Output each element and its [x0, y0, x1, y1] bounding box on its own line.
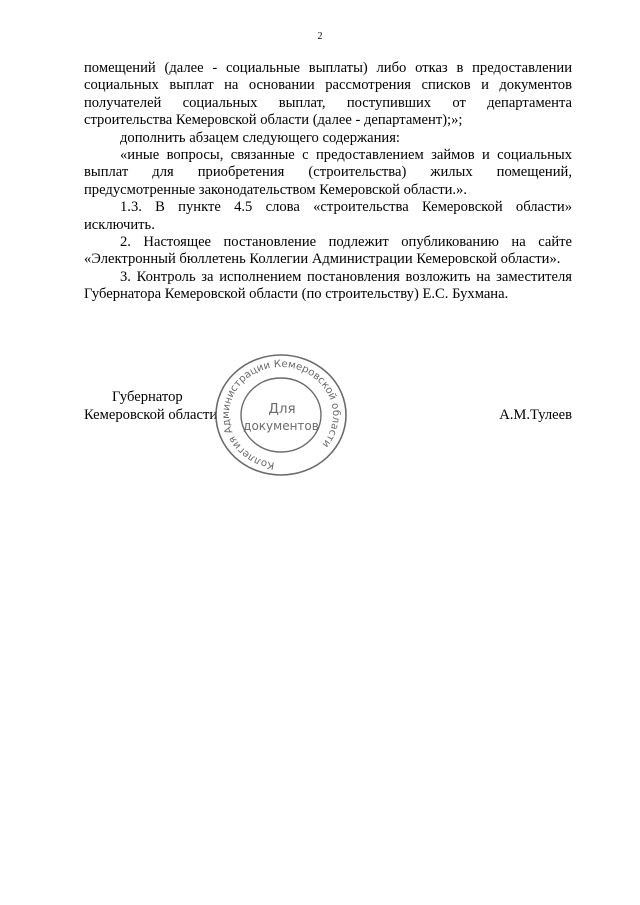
paragraph-item-2: 2. Настоящее постановление подлежит опубликованию на сайте «Электронный бюллетень Коллегии Администрации Кемеровской области». — [84, 234, 572, 268]
paragraph-item-3: 3. Контроль за исполнением постановления возложить на заместителя Губернатора Кемеровской области (по строительству) Е.С. Бухмана. — [84, 268, 572, 303]
stamp-center-line1: Для — [268, 401, 296, 417]
paragraph-amendment-intro: дополнить абзацем следующего содержания: — [120, 129, 400, 146]
paragraph-item-1-3: 1.3. В пункте 4.5 слова «строительства Кемеровской области» исключить. — [84, 199, 572, 233]
stamp-ring-text: Коллегия Администрации Кемеровской области — [220, 358, 342, 471]
official-stamp — [212, 352, 350, 478]
paragraph-amendment-text: «иные вопросы, связанные с предоставлением займов и социальных выплат для приобретения (строительства) жилых помещений, предусмотренные законодательством Кемеровской области.». — [84, 147, 572, 198]
paragraph-continuation: помещений (далее - социальные выплаты) либо отказ в предоставлении социальных выплат на основании рассмотрения списков и документов получателей социальных выплат, поступивших от департамента строительства Кемеровской области (далее - департамент);»; — [84, 60, 572, 129]
document-body — [84, 60, 572, 304]
signatory-name: А.М.Тулеев — [499, 407, 572, 423]
stamp-center-line2: документов — [243, 419, 319, 433]
page-number: 2 — [317, 31, 323, 42]
signatory-title: Губернатор — [112, 389, 183, 405]
signatory-region: Кемеровской области — [84, 407, 218, 423]
